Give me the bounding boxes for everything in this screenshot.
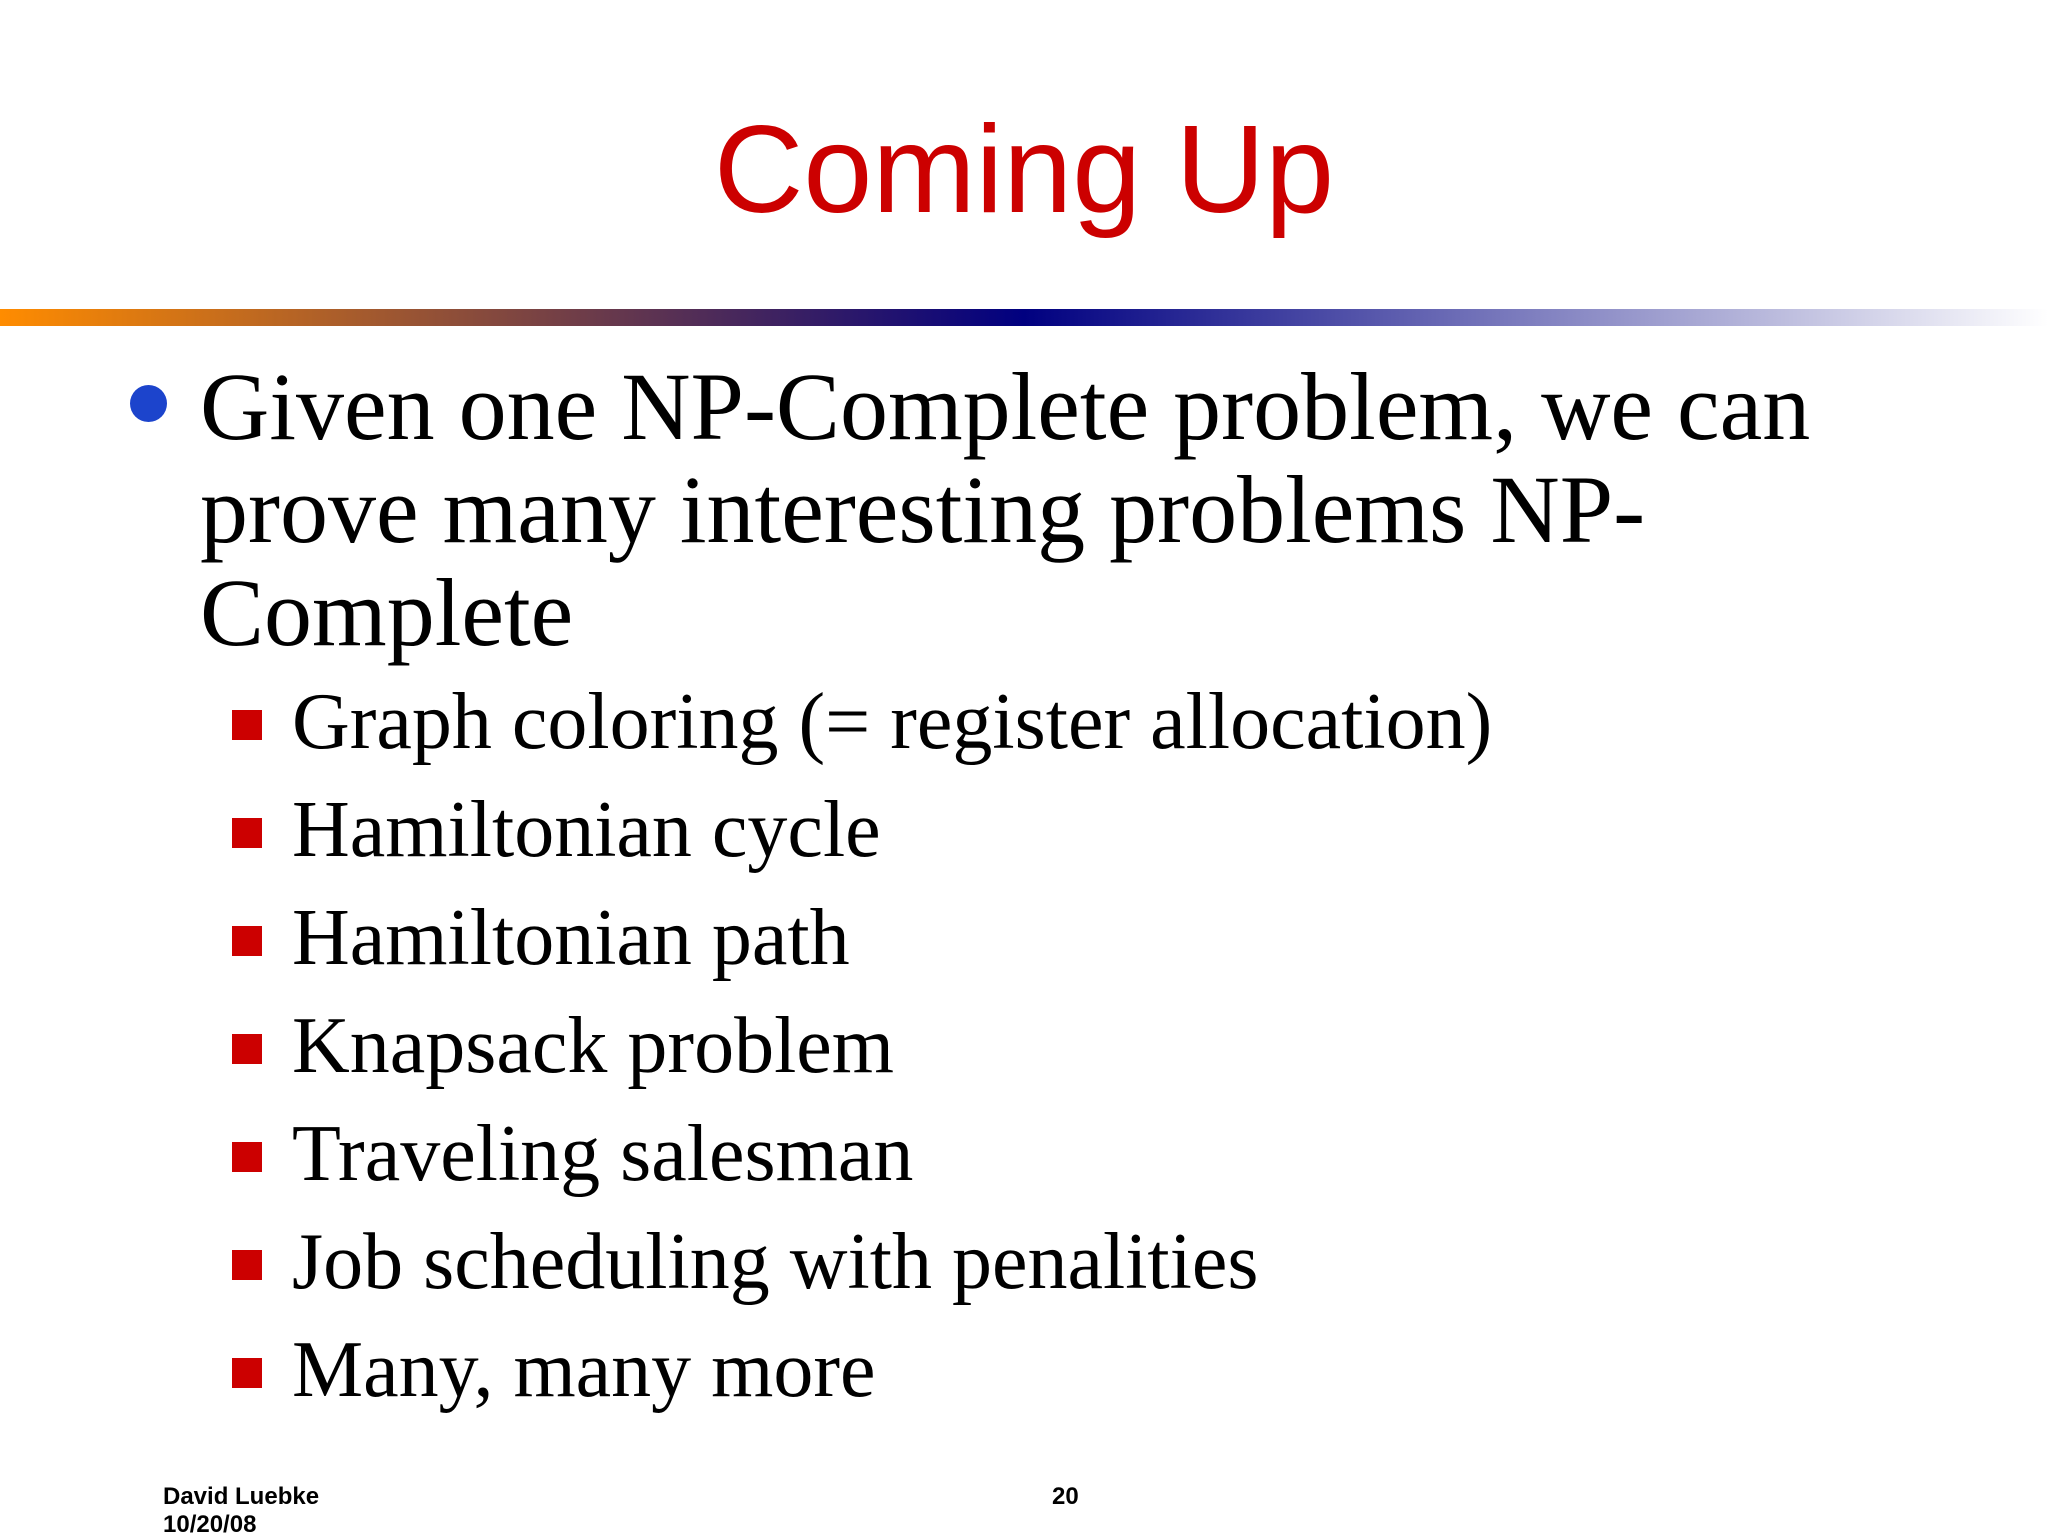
sub-point-item [232, 992, 1932, 1100]
footer-date: 10/20/08 [163, 1511, 257, 1538]
sub-point-item [232, 1316, 1932, 1424]
sub-point-text: Hamiltonian path [292, 894, 850, 982]
sub-point-item [232, 1208, 1932, 1316]
sub-point-text: Knapsack problem [292, 1002, 895, 1090]
sub-point-text: Many, many more [292, 1326, 876, 1414]
sub-bullet-square [232, 1034, 262, 1064]
sub-point-item [232, 884, 1932, 992]
main-point: Given one NP-Complete problem, we can prove many interesting problems NP-Complete [200, 353, 1811, 666]
sub-point-item [232, 776, 1932, 884]
sub-point-text: Graph coloring (= register allocation) [292, 678, 1493, 766]
sub-bullet-square [232, 1142, 262, 1172]
sub-point-text: Job scheduling with penalities [292, 1218, 1259, 1306]
sub-bullet-square [232, 818, 262, 848]
slide-title: Coming Up [713, 101, 1335, 239]
sub-point-text: Traveling salesman [292, 1110, 914, 1198]
sub-bullet-square [232, 926, 262, 956]
footer-page-number: 20 [1052, 1483, 1079, 1510]
sub-point-item [232, 668, 1932, 776]
footer-author: David Luebke [163, 1483, 320, 1510]
sub-bullet-square [232, 1250, 262, 1280]
sub-bullet-square [232, 710, 262, 740]
sub-point-item [232, 1100, 1932, 1208]
sub-bullet-square [232, 1358, 262, 1388]
sub-point-text: Hamiltonian cycle [292, 786, 881, 874]
